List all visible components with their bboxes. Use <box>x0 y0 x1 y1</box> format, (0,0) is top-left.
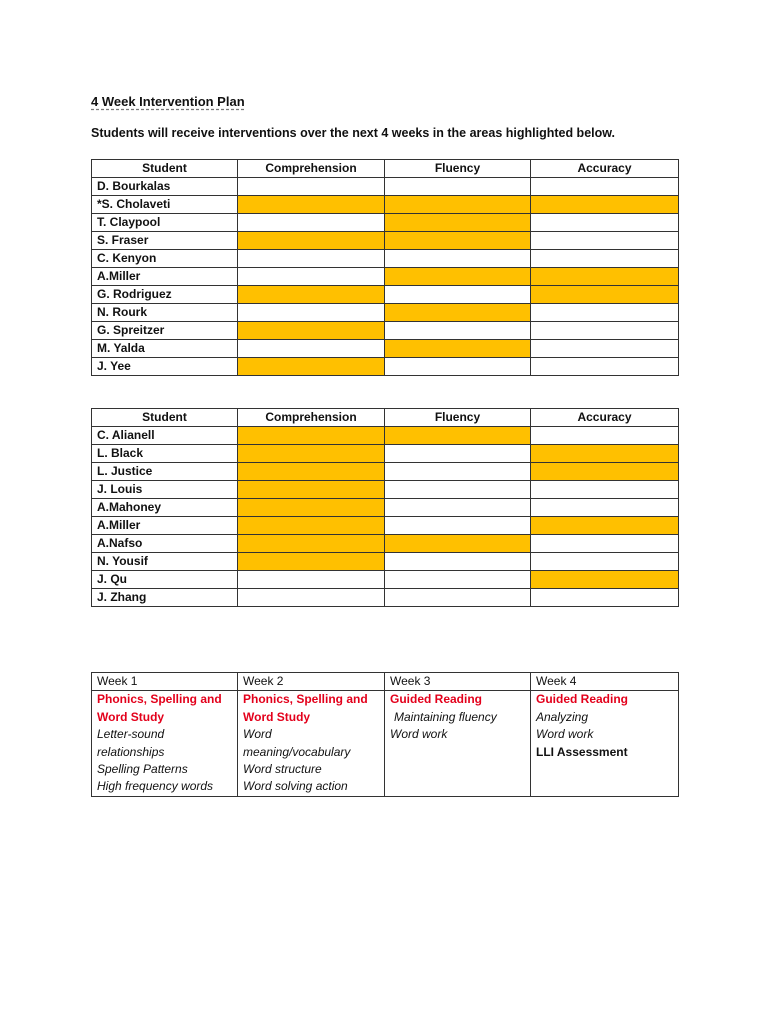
comprehension-cell <box>238 268 385 286</box>
table-row <box>92 214 679 232</box>
student-name: L. Black <box>92 445 238 463</box>
student-name: J. Yee <box>92 358 238 376</box>
student-name: G. Spreitzer <box>92 322 238 340</box>
comprehension-cell <box>238 250 385 268</box>
student-name: J. Zhang <box>92 589 238 607</box>
comprehension-cell <box>238 517 385 535</box>
accuracy-cell <box>531 304 679 322</box>
comprehension-cell <box>238 427 385 445</box>
fluency-cell <box>385 214 531 232</box>
fluency-cell <box>385 178 531 196</box>
accuracy-cell <box>531 499 679 517</box>
student-name: A.Mahoney <box>92 499 238 517</box>
table-row <box>92 196 679 214</box>
comprehension-cell <box>238 499 385 517</box>
fluency-cell <box>385 196 531 214</box>
student-name: D. Bourkalas <box>92 178 238 196</box>
week-3-cell <box>385 691 531 796</box>
comprehension-cell <box>238 214 385 232</box>
accuracy-cell <box>531 286 679 304</box>
accuracy-cell <box>531 481 679 499</box>
week-4-assessment: LLI Assessment <box>536 744 628 759</box>
comprehension-cell <box>238 535 385 553</box>
student-name: M. Yalda <box>92 340 238 358</box>
student-name: N. Rourk <box>92 304 238 322</box>
table-row <box>92 499 679 517</box>
table-row <box>92 286 679 304</box>
table-row <box>92 268 679 286</box>
week-3-item: Maintaining fluency <box>394 709 497 724</box>
accuracy-cell <box>531 589 679 607</box>
table-row <box>92 553 679 571</box>
table-row <box>92 250 679 268</box>
week-1-item: Letter-sound relationships <box>97 727 165 759</box>
week-1-item: Spelling Patterns <box>97 762 188 777</box>
accuracy-cell <box>531 517 679 535</box>
accuracy-cell <box>531 214 679 232</box>
table-row <box>92 358 679 376</box>
fluency-cell <box>385 268 531 286</box>
week-1-title: Phonics, Spelling and Word Study <box>97 692 222 724</box>
fluency-cell <box>385 358 531 376</box>
table-row <box>92 571 679 589</box>
week-4-item: Analyzing <box>536 709 589 724</box>
comprehension-cell <box>238 286 385 304</box>
accuracy-cell <box>531 535 679 553</box>
table-row <box>92 340 679 358</box>
student-name: S. Fraser <box>92 232 238 250</box>
student-name: J. Qu <box>92 571 238 589</box>
header-student: Student <box>92 409 238 427</box>
accuracy-cell <box>531 340 679 358</box>
comprehension-cell <box>238 232 385 250</box>
comprehension-cell <box>238 481 385 499</box>
week-4-cell <box>531 691 679 796</box>
comprehension-cell <box>238 340 385 358</box>
accuracy-cell <box>531 232 679 250</box>
week-2-item: Word solving action <box>243 779 348 794</box>
table-row <box>92 304 679 322</box>
table-row <box>92 445 679 463</box>
week-2-item: Word meaning/vocabulary <box>243 727 351 759</box>
fluency-cell <box>385 232 531 250</box>
accuracy-cell <box>531 358 679 376</box>
comprehension-cell <box>238 322 385 340</box>
comprehension-cell <box>238 589 385 607</box>
header-student: Student <box>92 160 238 178</box>
fluency-cell <box>385 481 531 499</box>
fluency-cell <box>385 340 531 358</box>
accuracy-cell <box>531 445 679 463</box>
header-comprehension: Comprehension <box>238 409 385 427</box>
fluency-cell <box>385 250 531 268</box>
header-fluency: Fluency <box>385 409 531 427</box>
fluency-cell <box>385 304 531 322</box>
week-1-cell <box>92 691 238 796</box>
student-name: A.Miller <box>92 517 238 535</box>
week-3-item: Word work <box>390 727 448 742</box>
table-row <box>92 481 679 499</box>
fluency-cell <box>385 427 531 445</box>
fluency-cell <box>385 535 531 553</box>
fluency-cell <box>385 322 531 340</box>
comprehension-cell <box>238 304 385 322</box>
header-accuracy: Accuracy <box>531 409 679 427</box>
comprehension-cell <box>238 445 385 463</box>
accuracy-cell <box>531 268 679 286</box>
student-name: J. Louis <box>92 481 238 499</box>
accuracy-cell <box>531 178 679 196</box>
week-4-title: Guided Reading <box>536 692 629 707</box>
fluency-cell <box>385 589 531 607</box>
week-4-item: Word work <box>536 727 594 742</box>
weekly-schedule-table <box>91 672 679 797</box>
week-2-cell <box>238 691 385 796</box>
intervention-table-2 <box>91 408 679 607</box>
accuracy-cell <box>531 571 679 589</box>
header-comprehension: Comprehension <box>238 160 385 178</box>
table-row <box>92 427 679 445</box>
comprehension-cell <box>238 463 385 481</box>
table-row <box>92 322 679 340</box>
student-name: C. Kenyon <box>92 250 238 268</box>
header-fluency: Fluency <box>385 160 531 178</box>
table-row <box>92 535 679 553</box>
comprehension-cell <box>238 358 385 376</box>
intro-text: Students will receive interventions over the next 4 weeks in the areas highlighted below. <box>91 126 615 140</box>
table-row <box>92 178 679 196</box>
accuracy-cell <box>531 553 679 571</box>
weeks-content-row <box>92 691 679 796</box>
student-name: C. Alianell <box>92 427 238 445</box>
week-2-header: Week 2 <box>238 673 385 691</box>
accuracy-cell <box>531 427 679 445</box>
week-2-item: Word structure <box>243 762 322 777</box>
table-header-row <box>92 409 679 427</box>
table-header-row <box>92 160 679 178</box>
week-3-header: Week 3 <box>385 673 531 691</box>
fluency-cell <box>385 286 531 304</box>
table-row <box>92 463 679 481</box>
week-4-header: Week 4 <box>531 673 679 691</box>
header-accuracy: Accuracy <box>531 160 679 178</box>
accuracy-cell <box>531 196 679 214</box>
student-name: G. Rodriguez <box>92 286 238 304</box>
intervention-table-1 <box>91 159 679 376</box>
student-name: A.Miller <box>92 268 238 286</box>
student-name: N. Yousif <box>92 553 238 571</box>
student-name: L. Justice <box>92 463 238 481</box>
comprehension-cell <box>238 571 385 589</box>
comprehension-cell <box>238 553 385 571</box>
student-name: T. Claypool <box>92 214 238 232</box>
weeks-header-row <box>92 673 679 691</box>
accuracy-cell <box>531 322 679 340</box>
page-title: 4 Week Intervention Plan <box>91 94 245 109</box>
fluency-cell <box>385 445 531 463</box>
fluency-cell <box>385 499 531 517</box>
comprehension-cell <box>238 178 385 196</box>
comprehension-cell <box>238 196 385 214</box>
student-name: A.Nafso <box>92 535 238 553</box>
table-row <box>92 589 679 607</box>
week-1-header: Week 1 <box>92 673 238 691</box>
fluency-cell <box>385 517 531 535</box>
week-2-title: Phonics, Spelling and Word Study <box>243 692 368 724</box>
accuracy-cell <box>531 250 679 268</box>
week-3-title: Guided Reading <box>390 692 483 707</box>
table-row <box>92 232 679 250</box>
week-1-item: High frequency words <box>97 779 214 794</box>
accuracy-cell <box>531 463 679 481</box>
fluency-cell <box>385 463 531 481</box>
fluency-cell <box>385 553 531 571</box>
student-name: *S. Cholaveti <box>92 196 238 214</box>
table-row <box>92 517 679 535</box>
fluency-cell <box>385 571 531 589</box>
